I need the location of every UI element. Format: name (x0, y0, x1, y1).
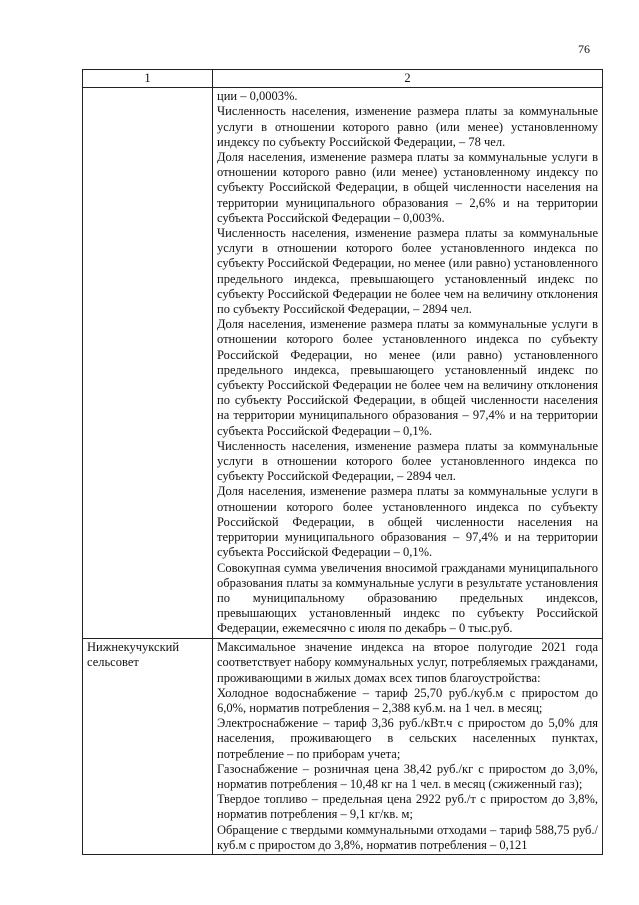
indices-table (82, 69, 603, 855)
paragraph: Численность населения, изменение размера платы за коммунальные услуги в отношении которого более установленного индекса по субъекту Российской Федерации, – 2894 чел. (217, 438, 598, 484)
paragraph: Обращение с твердыми коммунальными отходами – тариф 588,75 руб./куб.м с приростом до 3,8%, норматив потребления – 0,121 (217, 822, 598, 852)
paragraph: Электроснабжение – тариф 3,36 руб./кВт.ч с приростом до 5,0% для населения, проживающего в сельских населенных пунктах, потребление – по приборам учета; (217, 716, 598, 761)
paragraph: Доля населения, изменение размера платы за коммунальные услуги в отношении которого более установленного индекса по субъекту Российской Федерации, в общей численности населения на территории муниципального образования – 97,4% и на территории субъекта Российской Федерации – 0,1%. (217, 484, 598, 560)
header-col-2: 2 (213, 70, 603, 88)
paragraph: Численность населения, изменение размера платы за коммунальные услуги в отношении которого равно (или менее) установленному индексу по субъекту Российской Федерации, – 78 чел. (217, 104, 598, 149)
paragraph: Совокупная сумма увеличения вносимой гражданами муниципального образования платы за коммунальные услуги в результате установления по муниципальному образованию предельных индексов, превышающих установленный индекс по субъекту Российской Федерации, ежемесячно с июля по декабрь – 0 тыс.руб. (217, 560, 598, 636)
page-number: 76 (578, 42, 590, 56)
paragraph: Максимальное значение индекса на второе полугодие 2021 года соответствует набору коммунальных услуг, потребляемых гражданами, проживающими в жилых домах всех типов благоустройства: (217, 640, 598, 685)
municipality-name-line: сельсовет (87, 655, 139, 670)
table-row (83, 639, 603, 855)
row-municipality-name (83, 639, 213, 855)
paragraph: Численность населения, изменение размера платы за коммунальные услуги в отношении которого более установленного индекса по субъекту Российской Федерации, но менее (или равно) установленного предельного индекса, превышающего установленный индекс по субъекту Российской Федерации не более чем на величину отклонения по субъекту Российской Федерации, – 2894 чел. (217, 226, 598, 317)
table-header-row (83, 70, 603, 88)
paragraph: Холодное водоснабжение – тариф 25,70 руб./куб.м с приростом до 6,0%, норматив потребления – 2,388 куб.м. на 1 чел. в месяц; (217, 685, 598, 716)
row-description (213, 639, 603, 855)
paragraph: Доля населения, изменение размера платы за коммунальные услуги в отношении которого равно (или менее) установленному индексу по субъекту Российской Федерации, в общей численности населения на территории муниципального образования – 2,6% и на территории субъекта Российской Федерации – 0,003%. (217, 150, 598, 225)
header-col-1: 1 (83, 70, 213, 88)
table-row (83, 88, 603, 639)
paragraph: Газоснабжение – розничная цена 38,42 руб./кг с приростом до 3,0%, норматив потребления – 10,48 кг на 1 чел. в месяц (сжиженный газ); (217, 761, 598, 792)
municipality-name-line: Нижнекучукский (87, 640, 180, 655)
paragraph: Твердое топливо – предельная цена 2922 руб./т с приростом до 3,8%, норматив потребления – 9,1 кг/кв. м; (217, 792, 598, 822)
row-description (213, 88, 603, 639)
paragraph: Доля населения, изменение размера платы за коммунальные услуги в отношении которого более установленного индекса по субъекту Российской Федерации, но менее (или равно) установленного предельного индекса, превышающего установленный индекс по субъекту Российской Федерации не более чем на величину отклонения по субъекту Российской Федерации, в общей численности населения на территории муниципального образования – 97,4% и на территории субъекта Российской Федерации – 0,1%. (217, 317, 598, 438)
paragraph: ции – 0,0003%. (217, 89, 298, 104)
row-municipality-name (83, 88, 213, 639)
